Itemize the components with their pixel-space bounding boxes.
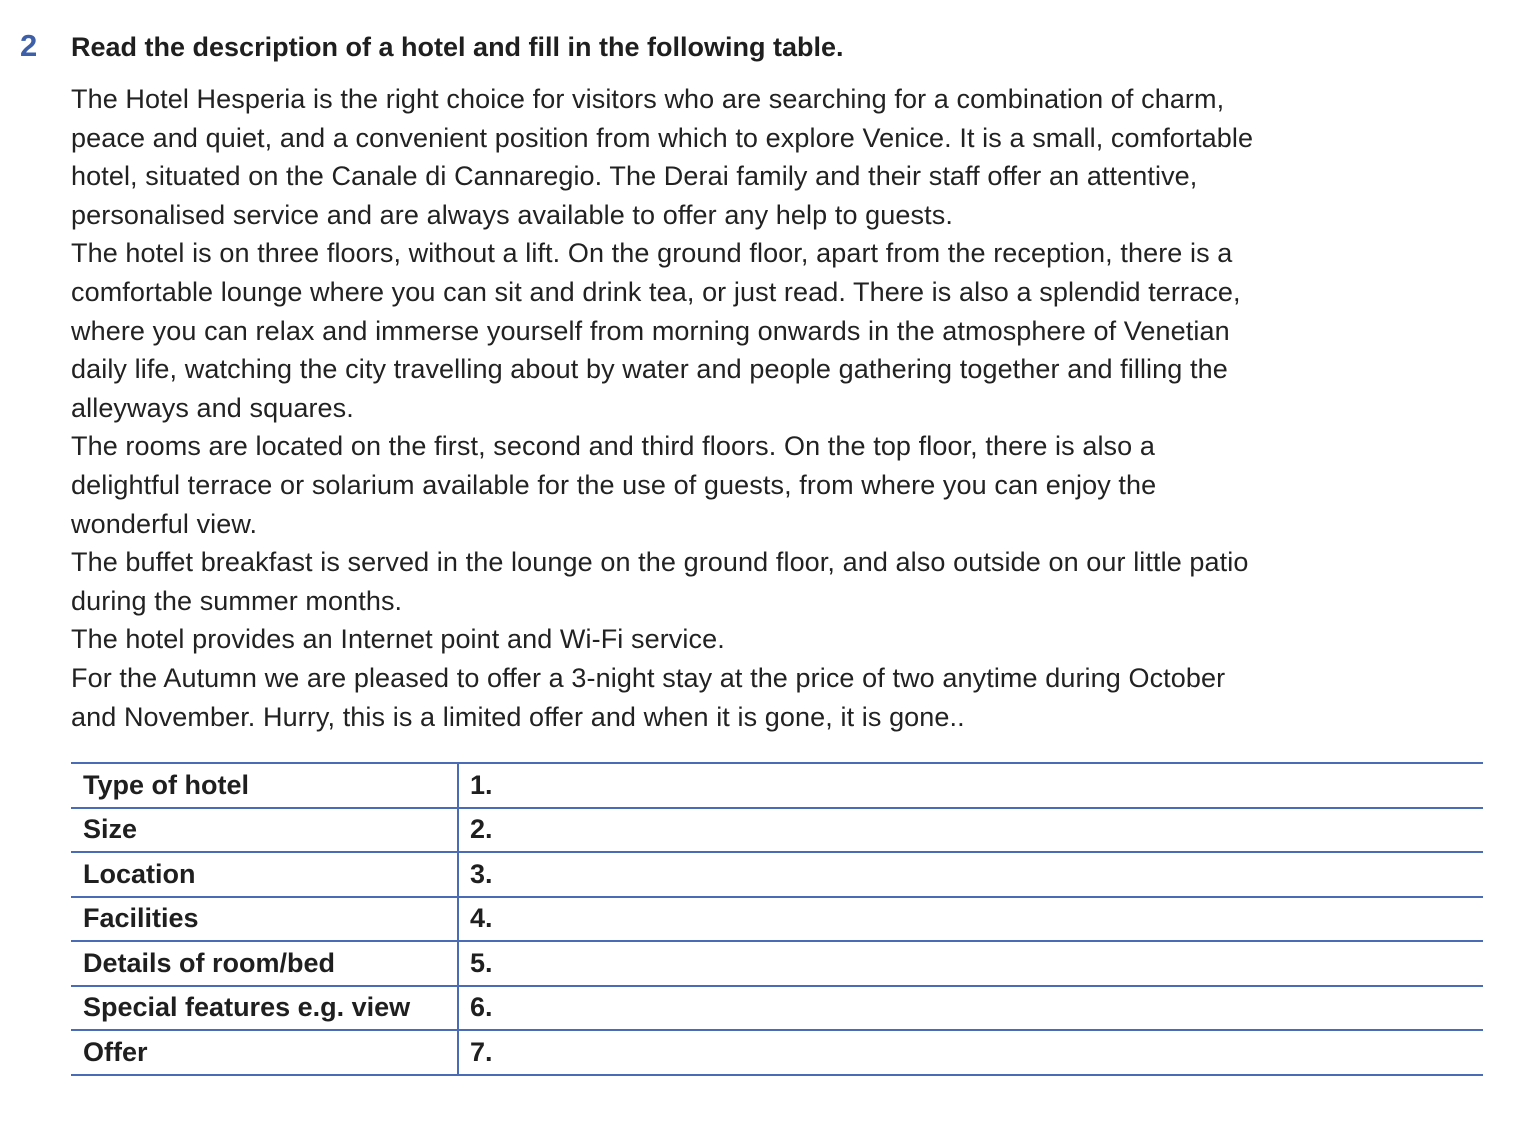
answer-field[interactable]: 4. — [458, 897, 1483, 942]
passage-line: personalised service and are always available to offer any help to guests. — [71, 199, 953, 230]
table-row-type-of-hotel — [71, 763, 1483, 808]
paragraph-internet — [71, 620, 1471, 659]
paragraph-intro — [71, 80, 1471, 234]
passage-line: The rooms are located on the first, second and third floors. On the top floor, there is also a — [71, 431, 1155, 462]
row-label: Details of room/bed — [71, 941, 458, 986]
row-label: Location — [71, 852, 458, 897]
table-row-size — [71, 808, 1483, 853]
answer-field[interactable]: 1. — [458, 763, 1483, 808]
answer-field[interactable]: 5. — [458, 941, 1483, 986]
passage-line: hotel, situated on the Canale di Cannaregio. The Derai family and their staff offer an attentive, — [71, 161, 1198, 192]
exercise-header — [20, 28, 844, 64]
table-row-facilities — [71, 897, 1483, 942]
passage-line: delightful terrace or solarium available for the use of guests, from where you can enjoy the — [71, 469, 1157, 500]
exercise-number: 2 — [20, 28, 38, 63]
passage-line: The hotel provides an Internet point and Wi-Fi service. — [71, 624, 725, 655]
row-label: Offer — [71, 1030, 458, 1075]
table-row-special-features — [71, 986, 1483, 1031]
row-label: Facilities — [71, 897, 458, 942]
passage-line: where you can relax and immerse yourself from morning onwards in the atmosphere of Venetian — [71, 315, 1230, 346]
table-row-details-of-room — [71, 941, 1483, 986]
passage-line: wonderful view. — [71, 508, 258, 539]
answer-field[interactable]: 7. — [458, 1030, 1483, 1075]
table-row-location — [71, 852, 1483, 897]
passage-line: and November. Hurry, this is a limited offer and when it is gone, it is gone.. — [71, 701, 965, 732]
passage-line: The buffet breakfast is served in the lounge on the ground floor, and also outside on our little patio — [71, 547, 1249, 578]
passage-line: during the summer months. — [71, 585, 403, 616]
paragraph-breakfast — [71, 543, 1471, 620]
passage-line: peace and quiet, and a convenient position from which to explore Venice. It is a small, comfortable — [71, 122, 1254, 153]
paragraph-rooms — [71, 427, 1471, 543]
row-label: Size — [71, 808, 458, 853]
answer-field[interactable]: 6. — [458, 986, 1483, 1031]
paragraph-offer — [71, 659, 1471, 736]
passage-line: For the Autumn we are pleased to offer a 3-night stay at the price of two anytime during October — [71, 662, 1226, 693]
passage-line: daily life, watching the city travelling about by water and people gathering together and filling the — [71, 354, 1228, 385]
answer-table — [71, 762, 1483, 1076]
passage-line: The Hotel Hesperia is the right choice for visitors who are searching for a combination of charm, — [71, 84, 1225, 114]
row-label: Type of hotel — [71, 763, 458, 808]
passage-line: alleyways and squares. — [71, 392, 354, 423]
hotel-description — [71, 80, 1471, 736]
exercise-instruction: Read the description of a hotel and fill in the following table. — [71, 32, 844, 62]
answer-field[interactable]: 3. — [458, 852, 1483, 897]
answer-field[interactable]: 2. — [458, 808, 1483, 853]
passage-line: The hotel is on three floors, without a lift. On the ground floor, apart from the reception, there is a — [71, 238, 1233, 269]
table-row-offer — [71, 1030, 1483, 1075]
passage-line: comfortable lounge where you can sit and drink tea, or just read. There is also a splendid terrace, — [71, 276, 1241, 307]
row-label: Special features e.g. view — [71, 986, 458, 1031]
paragraph-floors — [71, 234, 1471, 427]
